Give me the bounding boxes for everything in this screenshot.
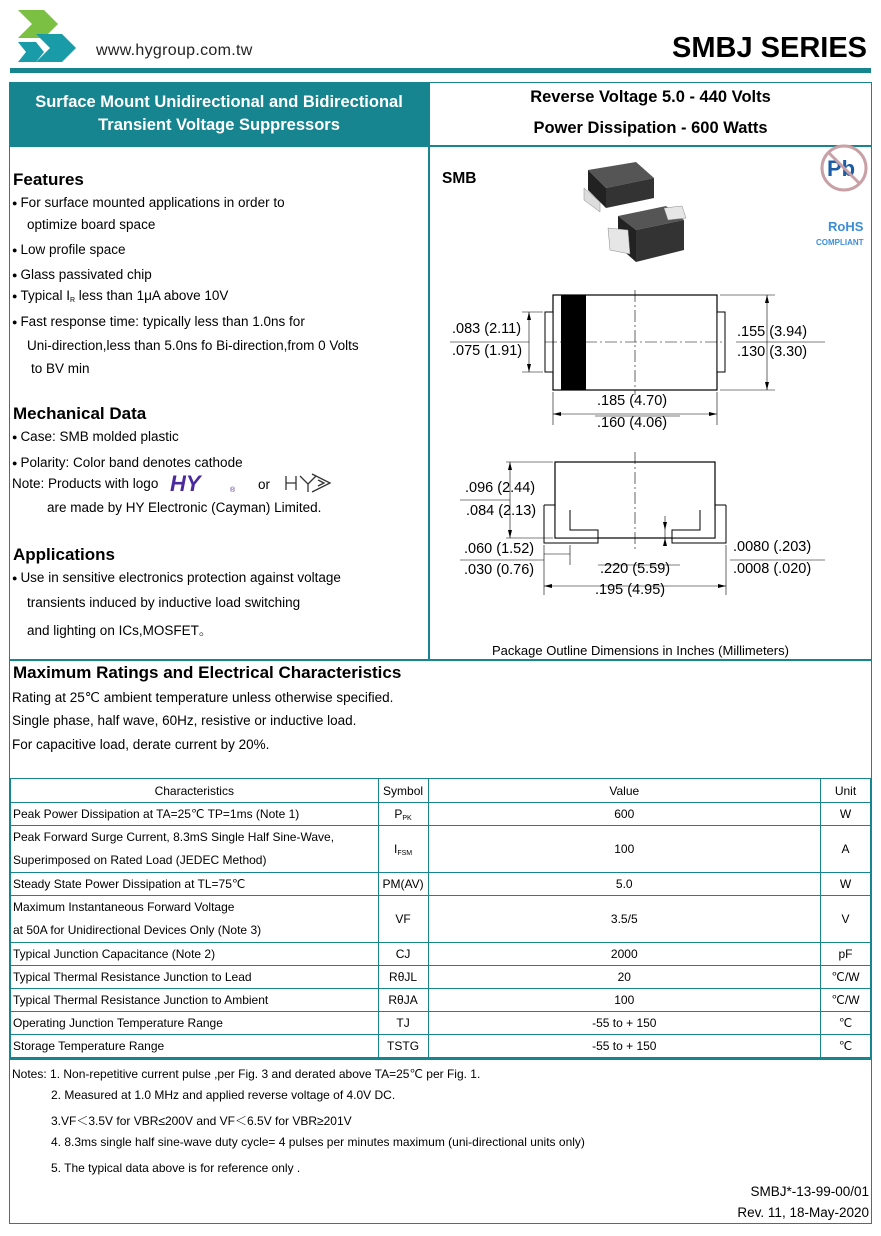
cell-value: 100 <box>428 826 820 873</box>
characteristics-table <box>10 778 871 1058</box>
application-line: transients induced by inductive load switching <box>27 595 301 610</box>
feature-item: optimize board space <box>27 217 156 232</box>
cell-value: -55 to + 150 <box>428 1012 820 1035</box>
cell-symbol <box>378 803 428 826</box>
package-label: SMB <box>442 170 477 187</box>
cell-unit: A <box>821 826 871 873</box>
note-line: 2. Measured at 1.0 MHz and applied reverse voltage of 4.0V DC. <box>51 1088 396 1102</box>
cell-symbol: VF <box>378 896 428 943</box>
pb-text: Pb <box>827 156 856 181</box>
cell-characteristic: Peak Power Dissipation at TA=25℃ TP=1ms (Note 1) <box>11 803 379 826</box>
hy-logo-icon <box>168 472 240 496</box>
feature-subscript: R <box>69 297 76 304</box>
application-line: and lighting on ICs,MOSFET。 <box>27 623 213 638</box>
dim-e-min: .030 (0.76) <box>464 562 535 578</box>
feature-item: ● Glass passivated chip <box>12 267 152 282</box>
cell-symbol: PM(AV) <box>378 873 428 896</box>
header-unit: Unit <box>821 779 871 803</box>
cell-unit: ℃ <box>821 1035 871 1058</box>
cell-characteristic <box>11 896 379 943</box>
cell-symbol: TJ <box>378 1012 428 1035</box>
rating-condition: Single phase, half wave, 60Hz, resistive or inductive load. <box>12 713 357 728</box>
cell-characteristic: Steady State Power Dissipation at TL=75℃ <box>11 873 379 896</box>
cell-symbol: RθJL <box>378 966 428 989</box>
applications-heading: Applications <box>13 545 116 564</box>
dim-d-max: .096 (2.44) <box>465 480 536 496</box>
table-row <box>11 989 871 1012</box>
document-id: SMBJ*-13-99-00/01 <box>750 1184 869 1199</box>
cell-unit: V <box>821 896 871 943</box>
rating-condition: For capacitive load, derate current by 20%. <box>12 737 270 752</box>
product-title <box>10 83 428 145</box>
power-dissipation: Power Dissipation - 600 Watts <box>533 119 768 137</box>
rohs-compliant-label: COMPLIANT <box>816 238 864 247</box>
table-row <box>11 873 871 896</box>
cell-symbol: TSTG <box>378 1035 428 1058</box>
rohs-label: RoHS <box>828 219 864 234</box>
rating-condition: Rating at 25℃ ambient temperature unless otherwise specified. <box>12 690 394 705</box>
cell-value: -55 to + 150 <box>428 1035 820 1058</box>
cell-value: 100 <box>428 989 820 1012</box>
mechanical-heading: Mechanical Data <box>13 404 147 423</box>
cell-characteristic: Typical Thermal Resistance Junction to Ambient <box>11 989 379 1012</box>
row-divider <box>9 145 872 147</box>
note-line: Notes: 1. Non-repetitive current pulse ,per Fig. 3 and derated above TA=25℃ per Fig. 1. <box>12 1067 481 1081</box>
feature-item: ● Low profile space <box>12 242 126 257</box>
dim-e-max: .060 (1.52) <box>464 541 535 557</box>
table-row <box>11 826 871 873</box>
cell-unit: ℃/W <box>821 966 871 989</box>
cell-value: 600 <box>428 803 820 826</box>
header-divider <box>10 68 871 73</box>
cell-characteristic: Storage Temperature Range <box>11 1035 379 1058</box>
cell-characteristic: Operating Junction Temperature Range <box>11 1012 379 1035</box>
table-row <box>11 1035 871 1058</box>
mechanical-polarity: ● Polarity: Color band denotes cathode <box>12 455 243 470</box>
characteristic-line: Peak Forward Surge Current, 8.3mS Single Half Sine-Wave, <box>13 830 335 844</box>
cell-characteristic <box>11 826 379 873</box>
dim-g-min: .195 (4.95) <box>595 582 666 598</box>
website-link[interactable]: www.hygroup.com.tw <box>96 42 253 59</box>
max-ratings-heading: Maximum Ratings and Electrical Characteristics <box>13 663 402 682</box>
header <box>0 0 881 78</box>
table-row <box>11 803 871 826</box>
symbol-text: I <box>393 841 398 856</box>
cell-unit: ℃ <box>821 1012 871 1035</box>
dim-f-max: .0080 (.203) <box>733 539 812 555</box>
feature-item: ● Fast response time: typically less than 1.0ns for <box>12 314 305 329</box>
dim-c-min: .160 (4.06) <box>597 415 668 431</box>
hy-outline-logo-icon <box>284 470 334 496</box>
cell-unit: pF <box>821 943 871 966</box>
feature-text: less than 1μA above 10V <box>75 288 229 303</box>
cell-value: 5.0 <box>428 873 820 896</box>
product-title-line1: Surface Mount Unidirectional and Bidirectional <box>35 93 403 111</box>
header-symbol: Symbol <box>378 779 428 803</box>
features-heading: Features <box>13 170 84 189</box>
note-line: 3.VF＜3.5V for VBR≤200V and VF＜6.5V for VBR≥201V <box>51 1114 352 1128</box>
characteristic-line: at 50A for Unidirectional Devices Only (Note 3) <box>13 923 262 937</box>
note-line: 5. The typical data above is for reference only . <box>51 1161 301 1175</box>
cell-unit: W <box>821 873 871 896</box>
table-row <box>11 966 871 989</box>
hy-logo-text: HY <box>170 472 201 496</box>
cell-unit: ℃/W <box>821 989 871 1012</box>
application-line: ● Use in sensitive electronics protection against voltage <box>12 570 341 585</box>
symbol-subscript: PK <box>402 814 412 822</box>
feature-item: to BV min <box>31 361 90 376</box>
product-title-line2: Transient Voltage Suppressors <box>98 116 340 134</box>
dim-a-max: .083 (2.11) <box>452 321 522 337</box>
key-ratings <box>430 83 871 145</box>
cell-symbol: CJ <box>378 943 428 966</box>
company-logo-icon <box>14 8 84 68</box>
characteristic-line: Maximum Instantaneous Forward Voltage <box>13 900 235 914</box>
smb-package-3d-image <box>578 158 693 273</box>
cell-unit: W <box>821 803 871 826</box>
feature-text: Typical I <box>20 288 70 303</box>
dim-a-min: .075 (1.91) <box>452 343 523 359</box>
cell-symbol: RθJA <box>378 989 428 1012</box>
symbol-subscript: FSM <box>397 849 413 857</box>
dim-c-max: .185 (4.70) <box>597 393 668 409</box>
cell-value: 2000 <box>428 943 820 966</box>
dim-b-max: .155 (3.94) <box>737 324 808 340</box>
series-title: SMBJ SERIES <box>672 32 867 64</box>
header-value: Value <box>428 779 820 803</box>
svg-text:®: ® <box>230 487 236 494</box>
header-characteristics: Characteristics <box>11 779 379 803</box>
cell-value: 20 <box>428 966 820 989</box>
feature-item: ● For surface mounted applications in order to <box>12 195 285 210</box>
table-row <box>11 943 871 966</box>
characteristic-line: Superimposed on Rated Load (JEDEC Method) <box>13 853 267 867</box>
cell-characteristic: Typical Junction Capacitance (Note 2) <box>11 943 379 966</box>
row-divider <box>9 659 872 661</box>
note-line: 4. 8.3ms single half sine-wave duty cycle= 4 pulses per minutes maximum (uni-directional units only) <box>51 1135 585 1149</box>
row-divider <box>9 1058 872 1060</box>
table-row <box>11 1012 871 1035</box>
feature-item <box>12 288 228 304</box>
feature-item: Uni-direction,less than 5.0ns fo Bi-direction,from 0 Volts <box>27 338 359 353</box>
mechanical-or: or <box>258 477 271 492</box>
table-header-row <box>11 779 871 803</box>
table-row <box>11 896 871 943</box>
mechanical-note: Note: Products with logo <box>12 476 159 491</box>
dim-f-min: .0008 (.020) <box>733 561 812 577</box>
cell-value: 3.5/5 <box>428 896 820 943</box>
pb-free-icon <box>818 142 870 194</box>
reverse-voltage: Reverse Voltage 5.0 - 440 Volts <box>530 88 771 106</box>
mechanical-note-2: are made by HY Electronic (Cayman) Limited. <box>47 500 322 515</box>
cell-symbol <box>378 826 428 873</box>
cell-characteristic: Typical Thermal Resistance Junction to Lead <box>11 966 379 989</box>
dim-d-min: .084 (2.13) <box>466 503 537 519</box>
package-caption: Package Outline Dimensions in Inches (Millimeters) <box>492 643 789 658</box>
dim-b-min: .130 (3.30) <box>737 344 808 360</box>
mechanical-case: ● Case: SMB molded plastic <box>12 429 179 444</box>
symbol-text: P <box>394 806 403 821</box>
dim-g-max: .220 (5.59) <box>600 561 671 577</box>
revision: Rev. 11, 18-May-2020 <box>737 1205 869 1220</box>
